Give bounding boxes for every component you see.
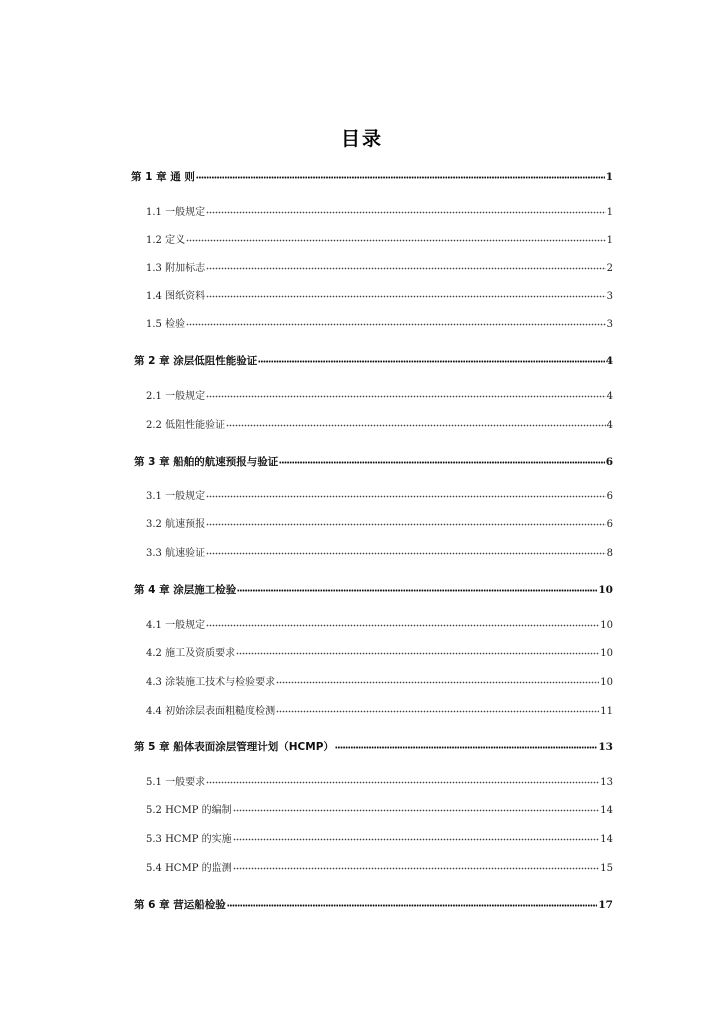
toc-entry-label: 第 4 章 涂层施工检验 — [134, 584, 237, 596]
page-title: 目录 — [340, 128, 383, 150]
toc-section-5-3[interactable] — [146, 833, 613, 847]
toc-entry-label: 5.4 HCMP 的监测 — [146, 863, 232, 874]
toc-entry-label: 4.3 涂装施工技术与检验要求 — [146, 677, 276, 688]
dot-leader — [233, 862, 600, 870]
toc-page-number: 2 — [606, 263, 613, 274]
toc-chapter-3[interactable] — [134, 455, 613, 469]
toc-page-number: 14 — [600, 805, 613, 816]
toc-entry-label: 1.4 图纸资料 — [146, 291, 206, 302]
toc-chapter-6[interactable] — [134, 898, 613, 912]
dot-leader — [258, 355, 604, 363]
dot-leader — [206, 262, 606, 270]
toc-page-number: 10 — [600, 620, 613, 631]
toc-section-4-3[interactable] — [146, 676, 613, 690]
toc-entry-label: 1.2 定义 — [146, 235, 186, 246]
dot-leader — [227, 899, 598, 907]
toc-entry-label: 3.3 航速验证 — [146, 548, 206, 559]
toc-chapter-4[interactable] — [134, 583, 613, 597]
toc-section-1-3[interactable] — [146, 262, 613, 276]
toc-entry-label: 4.1 一般规定 — [146, 620, 206, 631]
toc-section-1-4[interactable] — [146, 290, 613, 304]
toc-chapter-2[interactable] — [134, 354, 613, 368]
dot-leader — [206, 619, 599, 627]
toc-page-number: 15 — [600, 863, 613, 874]
toc-section-1-2[interactable] — [146, 234, 613, 248]
dot-leader — [206, 776, 599, 784]
toc-page-number: 1 — [606, 235, 613, 246]
toc-page-number: 3 — [606, 291, 613, 302]
dot-leader — [237, 584, 597, 592]
toc-entry-label: 第 1 章 通 则 — [131, 171, 195, 183]
dot-leader — [186, 234, 606, 242]
toc-entry-label: 2.2 低阻性能验证 — [146, 420, 226, 431]
toc-entry-label: 4.2 施工及资质要求 — [146, 648, 236, 659]
toc-page-number: 3 — [606, 319, 613, 330]
dot-leader — [206, 390, 606, 398]
toc-section-4-4[interactable] — [146, 705, 613, 719]
toc-page-number: 13 — [600, 777, 613, 788]
dot-leader — [335, 741, 597, 749]
toc-entry-label: 5.1 一般要求 — [146, 777, 206, 788]
toc-section-5-4[interactable] — [146, 862, 613, 876]
dot-leader — [236, 647, 599, 655]
toc-page-number: 10 — [600, 648, 613, 659]
dot-leader — [206, 490, 606, 498]
toc-entry-label: 第 6 章 营运船检验 — [134, 899, 226, 911]
dot-leader — [186, 318, 606, 326]
toc-section-1-1[interactable] — [146, 206, 613, 220]
toc-entry-label: 2.1 一般规定 — [146, 391, 206, 402]
toc-section-3-3[interactable] — [146, 547, 613, 561]
toc-entry-label: 第 5 章 船体表面涂层管理计划（HCMP） — [134, 741, 334, 753]
dot-leader — [279, 456, 604, 464]
dot-leader — [206, 290, 606, 298]
toc-section-2-2[interactable] — [146, 419, 613, 433]
dot-leader — [233, 804, 600, 812]
toc-entry-label: 1.1 一般规定 — [146, 207, 206, 218]
toc-page-number: 4 — [606, 420, 613, 431]
toc-entry-label: 3.1 一般规定 — [146, 491, 206, 502]
toc-page-number: 10 — [600, 677, 613, 688]
dot-leader — [206, 206, 606, 214]
toc-entry-label: 3.2 航速预报 — [146, 519, 206, 530]
toc-chapter-5[interactable] — [134, 740, 613, 754]
toc-section-1-5[interactable] — [146, 318, 613, 332]
toc-page-number: 8 — [606, 548, 613, 559]
toc-page-number: 6 — [606, 519, 613, 530]
toc-section-4-1[interactable] — [146, 619, 613, 633]
toc-page-number: 10 — [598, 584, 613, 596]
toc-page-number: 1 — [606, 207, 613, 218]
toc-section-4-2[interactable] — [146, 647, 613, 661]
dot-leader — [206, 518, 606, 526]
dot-leader — [233, 833, 600, 841]
toc-entry-label: 5.2 HCMP 的编制 — [146, 805, 232, 816]
toc-page-number: 11 — [600, 706, 613, 717]
dot-leader — [226, 419, 606, 427]
toc-section-5-2[interactable] — [146, 804, 613, 818]
toc-page-number: 4 — [605, 355, 613, 367]
toc-section-3-1[interactable] — [146, 490, 613, 504]
toc-entry-label: 第 3 章 船舶的航速预报与验证 — [134, 456, 279, 468]
toc-entry-label: 1.3 附加标志 — [146, 263, 206, 274]
dot-leader — [276, 705, 599, 713]
toc-entry-label: 4.4 初始涂层表面粗糙度检测 — [146, 706, 276, 717]
toc-entry-label: 第 2 章 涂层低阻性能验证 — [134, 355, 258, 367]
dot-leader — [276, 676, 599, 684]
toc-entry-label: 5.3 HCMP 的实施 — [146, 834, 232, 845]
toc-page-number: 17 — [598, 899, 613, 911]
toc-page-number: 4 — [606, 391, 613, 402]
toc-section-5-1[interactable] — [146, 776, 613, 790]
toc-page-number: 6 — [606, 491, 613, 502]
toc-page-number: 1 — [605, 171, 613, 183]
toc-chapter-1[interactable] — [131, 170, 613, 184]
dot-leader — [206, 547, 606, 555]
dot-leader — [196, 171, 605, 179]
toc-page-number: 13 — [598, 741, 613, 753]
toc-section-2-1[interactable] — [146, 390, 613, 404]
toc-entry-label: 1.5 检验 — [146, 319, 186, 330]
toc-section-3-2[interactable] — [146, 518, 613, 532]
toc-page-number: 6 — [605, 456, 613, 468]
toc-page-number: 14 — [600, 834, 613, 845]
